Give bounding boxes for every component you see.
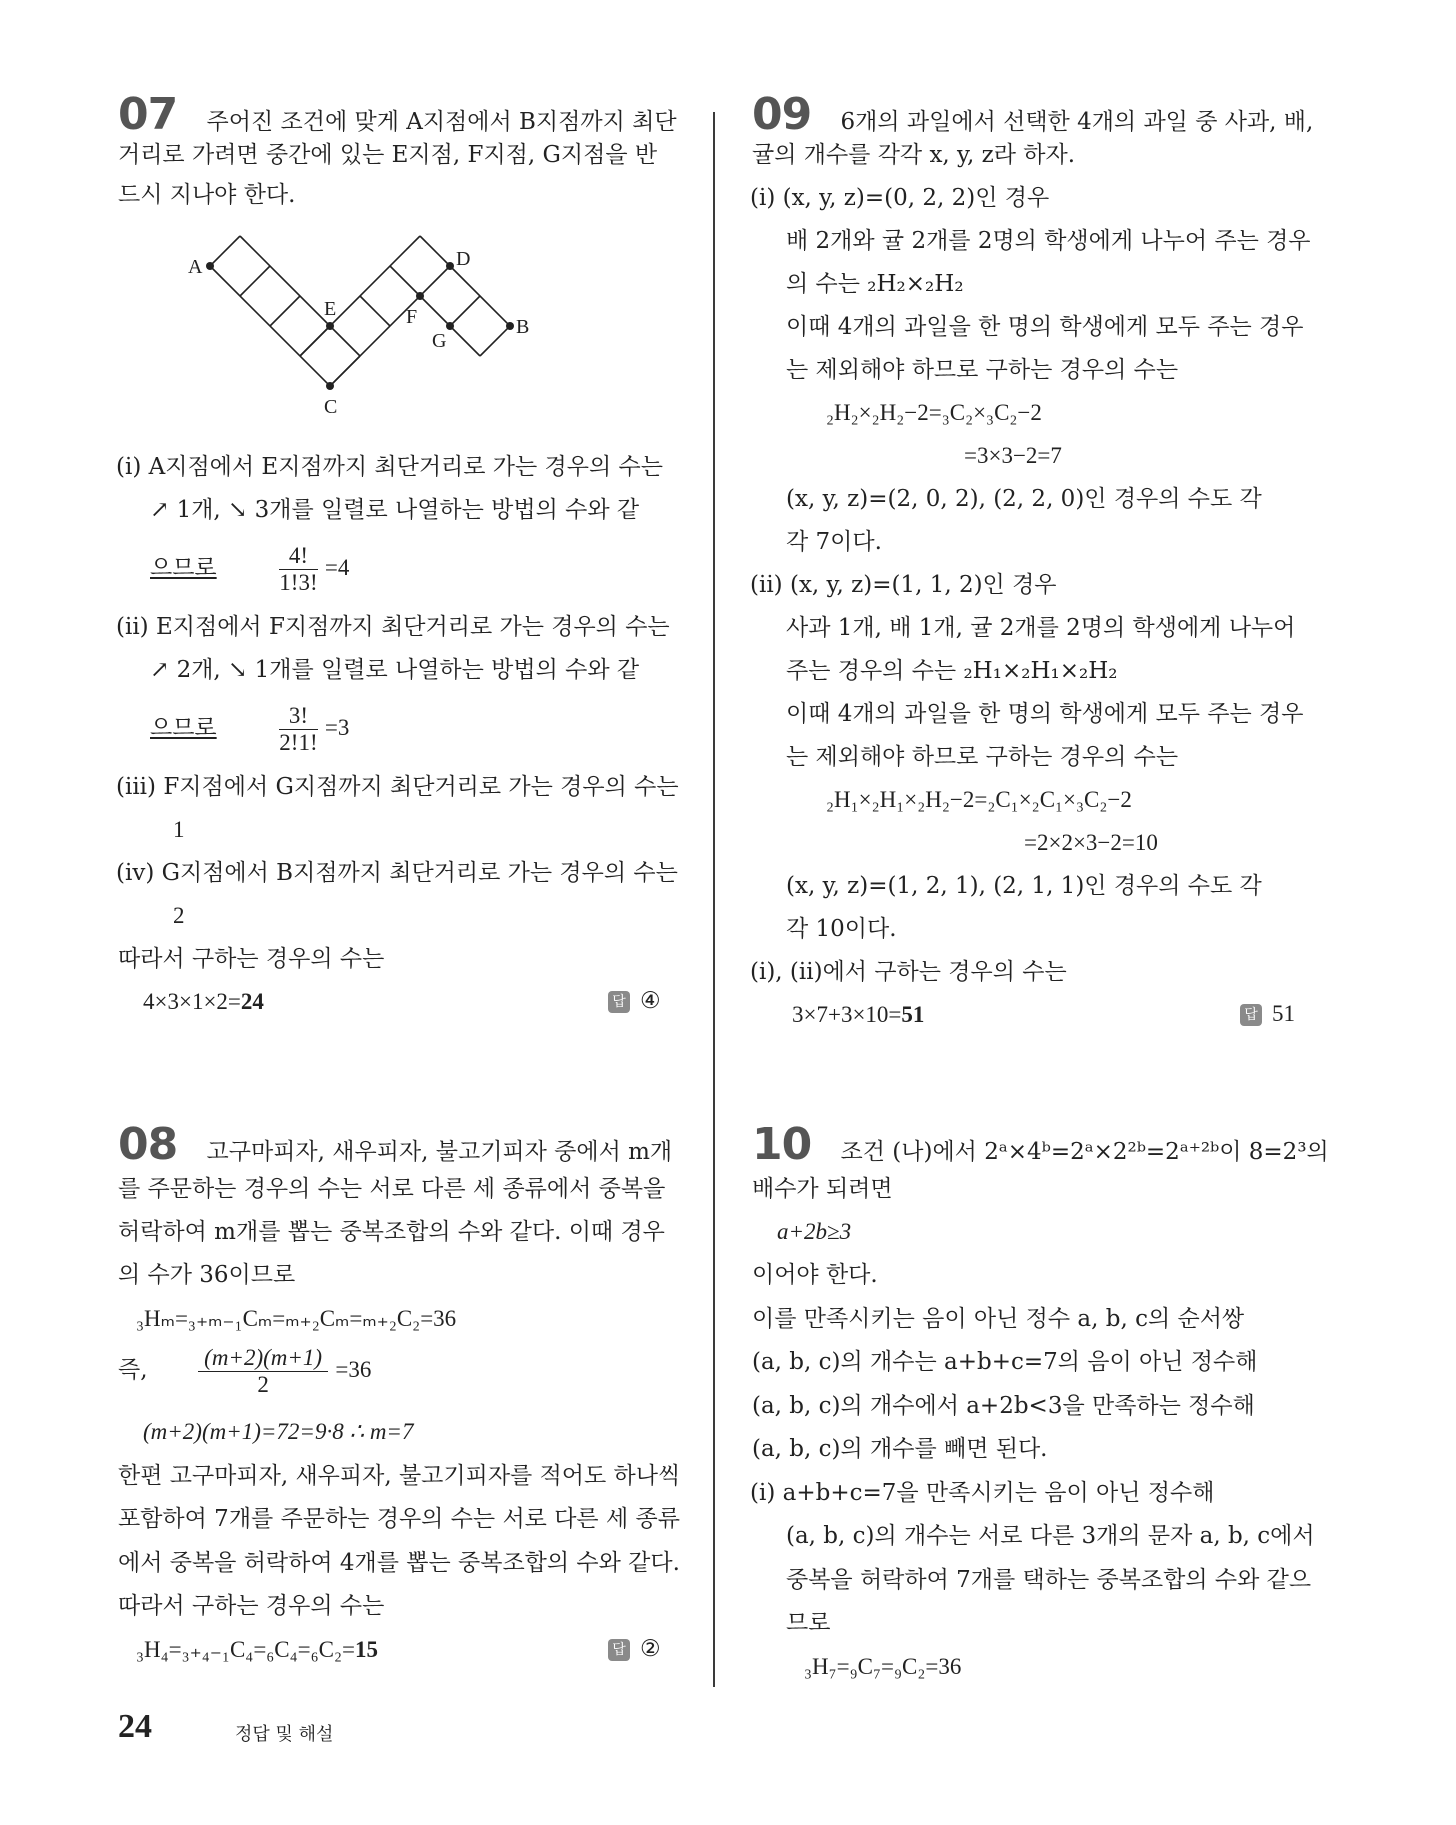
body-3: 에서 중복을 허락하여 4개를 뽑는 중복조합의 수와 같다. <box>118 1550 680 1576</box>
final-calc: 3×7+3×10=51 <box>792 1002 925 1027</box>
fraction: $\frac{3!}{2!1!}$ <box>279 702 318 755</box>
p09-line: (x, y, z)=(2, 0, 2), (2, 2, 0)인 경우의 수도 각 <box>786 486 1262 512</box>
p09-line: 주는 경우의 수는 ₂H₁×₂H₁×₂H₂ <box>786 658 1118 684</box>
p10-line: 중복을 허락하여 7개를 택하는 중복조합의 수와 같으 <box>786 1567 1312 1593</box>
label-f: F <box>406 306 418 328</box>
conclusion: 따라서 구하는 경우의 수는 <box>118 946 385 972</box>
step-ii-title: (ii) E지점에서 F지점까지 최단거리로 가는 경우의 수는 <box>116 614 670 640</box>
p10-line: (a, b, c)의 개수는 a+b+c=7의 음이 아닌 정수해 <box>752 1349 1258 1375</box>
answer-09: 답 51 <box>1240 1001 1295 1027</box>
fraction: $\frac{4!}{1!3!}$ <box>279 542 318 595</box>
answer-tag: 답 <box>608 991 630 1013</box>
footer-label: 정답 및 해설 <box>235 1724 334 1745</box>
problem-number-10: 10 <box>752 1119 812 1170</box>
problem-08-intro-2: 를 주문하는 경우의 수는 서로 다른 세 종류에서 중복을 <box>118 1176 666 1202</box>
p09-eq: =3×3−2=7 <box>964 443 1062 468</box>
p09-line: 사과 1개, 배 1개, 귤 2개를 2명의 학생에게 나누어 <box>786 615 1296 641</box>
label-e: E <box>324 298 337 320</box>
page-number: 24 <box>118 1708 152 1745</box>
point-a <box>206 262 214 270</box>
p09-line: 는 제외해야 하므로 구하는 경우의 수는 <box>786 744 1179 770</box>
point-e <box>326 322 334 330</box>
p09-eq: ₂H₁×₂H₁×₂H₂−2=₂C₁×₂C₁×₃C₂−2 <box>826 787 1132 812</box>
p09-line: 귤의 개수를 각각 x, y, z라 하자. <box>752 142 1076 168</box>
p10-line: 배수가 되려면 <box>752 1176 893 1202</box>
p10-line: (a, b, c)의 개수는 서로 다른 3개의 문자 a, b, c에서 <box>786 1523 1315 1549</box>
answer-08: 답 ② <box>608 1636 661 1662</box>
body-2: 포함하여 7개를 주문하는 경우의 수는 서로 다른 세 종류 <box>118 1506 680 1532</box>
point-b <box>506 322 514 330</box>
eq2: 즉, $\frac{(m+2)(m+1)}{2}$ =36 <box>118 1344 372 1397</box>
body-4: 따라서 구하는 경우의 수는 <box>118 1593 385 1619</box>
answer-tag: 답 <box>1240 1004 1262 1026</box>
problem-07-intro-3: 드시 지나야 한다. <box>118 182 296 208</box>
p10-eq: ₃H₇=₉C₇=₉C₂=36 <box>804 1654 962 1679</box>
label-g: G <box>432 330 447 352</box>
label-d: D <box>456 248 471 270</box>
p09-line: 의 수는 ₂H₂×₂H₂ <box>786 271 964 297</box>
step-iii-title: (iii) F지점에서 G지점까지 최단거리로 가는 경우의 수는 <box>116 774 679 800</box>
column-divider <box>713 112 715 1687</box>
body-1: 한편 고구마피자, 새우피자, 불고기피자를 적어도 하나씩 <box>118 1463 681 1489</box>
p09-line: 배 2개와 귤 2개를 2명의 학생에게 나누어 주는 경우 <box>786 228 1311 254</box>
p09-eq: ₂H₂×₂H₂−2=₃C₂×₃C₂−2 <box>826 400 1042 425</box>
problem-number-07: 07 <box>118 89 178 140</box>
problem-07-intro-1: 07 주어진 조건에 맞게 A지점에서 B지점까지 최단 <box>118 89 677 140</box>
answer-07: 답 ④ <box>608 988 661 1014</box>
step-iv-title: (iv) G지점에서 B지점까지 최단거리로 가는 경우의 수는 <box>116 860 678 886</box>
step-i-line2: ↗ 1개, ↘ 3개를 일렬로 나열하는 방법의 수와 같 <box>150 497 640 523</box>
answer-tag: 답 <box>608 1639 630 1661</box>
step-i-title: (i) A지점에서 E지점까지 최단거리로 가는 경우의 수는 <box>116 454 663 480</box>
p09-line: 각 10이다. <box>786 916 897 942</box>
p09-case-i: (i) (x, y, z)=(0, 2, 2)인 경우 <box>750 185 1050 211</box>
grid-path-diagram <box>88 235 530 465</box>
p09-line: (i), (ii)에서 구하는 경우의 수는 <box>750 959 1067 985</box>
p09-eq: =2×2×3−2=10 <box>1024 830 1158 855</box>
label-c: C <box>324 396 338 418</box>
step-ii-line2: ↗ 2개, ↘ 1개를 일렬로 나열하는 방법의 수와 같 <box>150 657 640 683</box>
final-calc: 4×3×1×2=24 <box>143 989 264 1014</box>
problem-10-line-1: 10 조건 (나)에서 2ᵃ×4ᵇ=2ᵃ×2²ᵇ=2ᵃ⁺²ᵇ이 8=2³의 <box>752 1119 1329 1170</box>
p10-line: (a, b, c)의 개수에서 a+2b<3을 만족하는 정수해 <box>752 1393 1255 1419</box>
p10-line: 므로 <box>786 1610 831 1636</box>
eq3: (m+2)(m+1)=72=9·8 ∴ m=7 <box>143 1419 414 1444</box>
problem-09-line-1: 09 6개의 과일에서 선택한 4개의 과일 중 사과, 배, <box>752 89 1314 140</box>
problem-08-intro-4: 의 수가 36이므로 <box>118 1262 296 1288</box>
p09-line: 이때 4개의 과일을 한 명의 학생에게 모두 주는 경우 <box>786 701 1304 727</box>
problem-08-intro-3: 허락하여 m개를 뽑는 중복조합의 수와 같다. 이때 경우 <box>118 1219 665 1245</box>
problem-08-intro-1: 08 고구마피자, 새우피자, 불고기피자 중에서 m개 <box>118 1119 673 1170</box>
p09-line: 는 제외해야 하므로 구하는 경우의 수는 <box>786 357 1179 383</box>
step-ii-fraction: 으므로 $\frac{3!}{2!1!}$ =3 <box>150 702 350 755</box>
label-a: A <box>188 256 203 278</box>
point-f <box>416 292 424 300</box>
p10-case-i: (i) a+b+c=7을 만족시키는 음이 아닌 정수해 <box>750 1480 1215 1506</box>
p09-line: 각 7이다. <box>786 529 882 555</box>
point-c <box>326 382 334 390</box>
p10-line: 이어야 한다. <box>752 1262 878 1288</box>
p10-eq: a+2b≥3 <box>777 1219 852 1244</box>
point-g <box>446 322 454 330</box>
step-i-fraction: 으므로 $\frac{4!}{1!3!}$ =4 <box>150 542 350 595</box>
step-iv-value: 2 <box>173 903 185 928</box>
final-calc: ₃H₄=₃₊₄₋₁C₄=₆C₄=₆C₂=15 <box>136 1637 378 1662</box>
fraction: $\frac{(m+2)(m+1)}{2}$ <box>198 1345 328 1398</box>
eq1: ₃Hₘ=₃₊ₘ₋₁Cₘ=ₘ₊₂Cₘ=ₘ₊₂C₂=36 <box>136 1306 457 1331</box>
p10-line: 이를 만족시키는 음이 아닌 정수 a, b, c의 순서쌍 <box>752 1306 1245 1332</box>
point-d <box>446 262 454 270</box>
problem-07-intro-2: 거리로 가려면 중간에 있는 E지점, F지점, G지점을 반 <box>118 142 658 168</box>
p09-line: 이때 4개의 과일을 한 명의 학생에게 모두 주는 경우 <box>786 314 1304 340</box>
problem-number-09: 09 <box>752 89 812 140</box>
p10-line: (a, b, c)의 개수를 빼면 된다. <box>752 1436 1048 1462</box>
problem-number-08: 08 <box>118 1119 178 1170</box>
step-iii-value: 1 <box>173 817 185 842</box>
p09-case-ii: (ii) (x, y, z)=(1, 1, 2)인 경우 <box>750 572 1057 598</box>
label-b: B <box>516 316 530 338</box>
p09-line: (x, y, z)=(1, 2, 1), (2, 1, 1)인 경우의 수도 각 <box>786 873 1262 899</box>
